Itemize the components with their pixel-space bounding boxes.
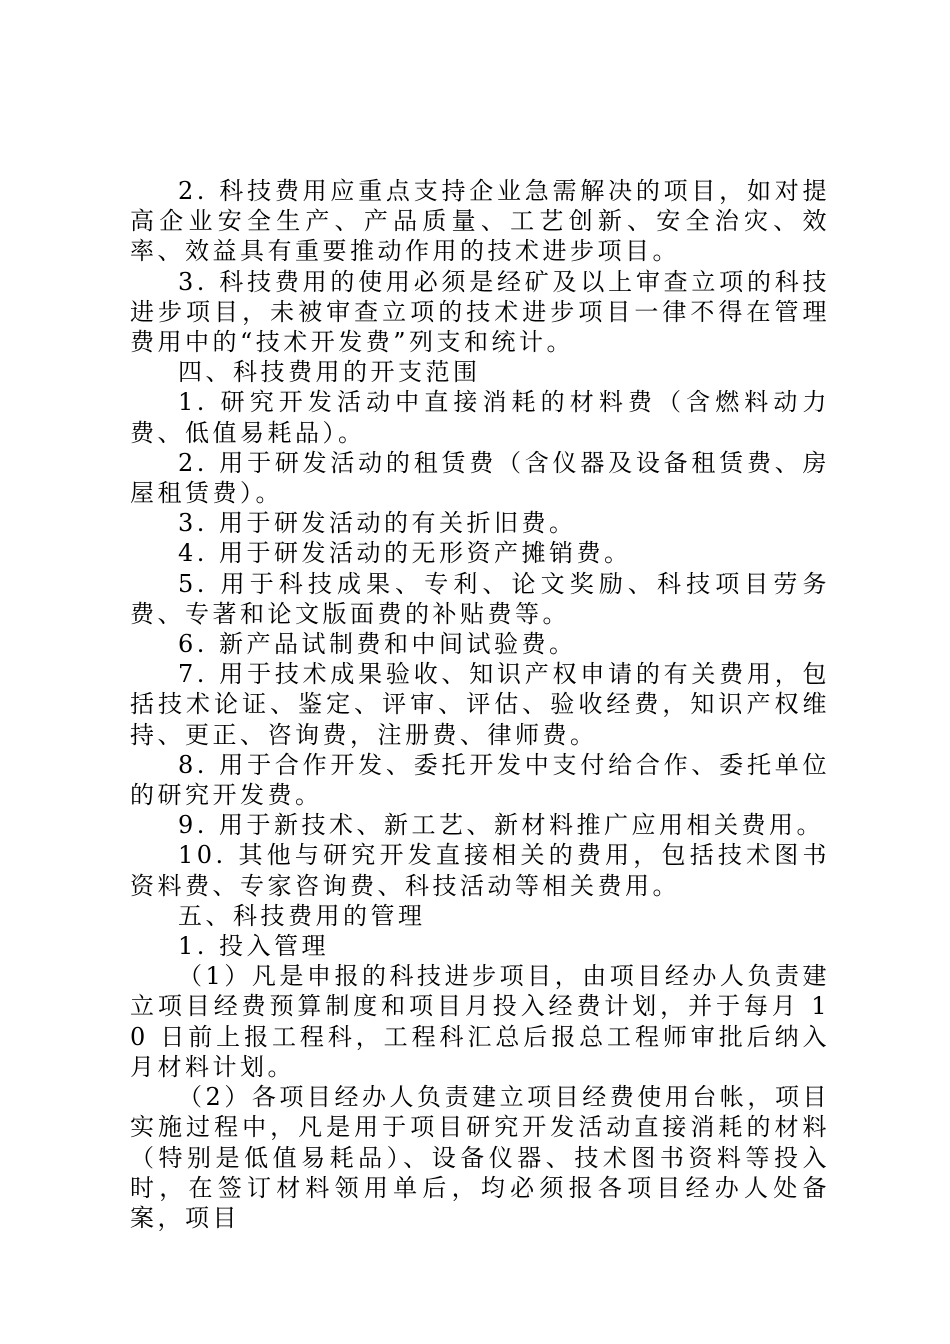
- list-item-expense-2: 2. 用于研发活动的租赁费（含仪器及设备租赁费、房屋租赁费）。: [130, 448, 830, 508]
- list-item-expense-8: 8. 用于合作开发、委托开发中支付给合作、委托单位的研究开发费。: [130, 750, 830, 810]
- list-item-expense-4: 4. 用于研发活动的无形资产摊销费。: [178, 539, 632, 568]
- document-body: [130, 176, 830, 1233]
- list-item-expense-6: 6. 新产品试制费和中间试验费。: [178, 630, 577, 659]
- list-item-expense-5: 5. 用于科技成果、专利、论文奖励、科技项目劳务费、专著和论文版面费的补贴费等。: [130, 569, 830, 628]
- paragraph-item-2: 2. 科技费用应重点支持企业急需解决的项目，如对提高企业安全生产、产品质量、工艺创新、安全治灾、效率、效益具有重要推动作用的技术进步项目。: [130, 177, 830, 266]
- list-item-expense-9: 9. 用于新技术、新工艺、新材料推广应用相关费用。: [178, 811, 825, 840]
- section-heading-5: 五、科技费用的管理: [178, 901, 426, 930]
- list-item-expense-3: 3. 用于研发活动的有关折旧费。: [178, 509, 577, 538]
- subsection-heading-investment: 1. 投入管理: [178, 932, 330, 961]
- paragraph-item-3: 3. 科技费用的使用必须是经矿及以上审查立项的科技进步项目，未被审查立项的技术进步项目一律不得在管理费用中的“技术开发费”列支和统计。: [130, 267, 830, 357]
- list-item-expense-7: 7. 用于技术成果验收、知识产权申请的有关费用，包括技术论证、鉴定、评审、评估、验收经费，知识产权维持、更正、咨询费，注册费、律师费。: [130, 660, 830, 749]
- list-item-expense-1: 1. 研究开发活动中直接消耗的材料费（含燃料动力费、低值易耗品）。: [130, 388, 830, 447]
- paragraph-investment-2: （2）各项目经办人负责建立项目经费使用台帐，项目实施过程中，凡是用于项目研究开发活动直接消耗的材料（特别是低值易耗品）、设备仪器、技术图书资料等投入时，在签订材料领用单后，均必须报各项目经办人处备案，项目: [130, 1083, 830, 1232]
- list-item-expense-10: 10. 其他与研究开发直接相关的费用，包括技术图书资料费、专家咨询费、科技活动等相关费用。: [130, 841, 830, 900]
- section-heading-4: 四、科技费用的开支范围: [178, 358, 481, 387]
- paragraph-investment-1: （1）凡是申报的科技进步项目，由项目经办人负责建立项目经费预算制度和项目月投入经费计划，并于每月 10 日前上报工程科，工程科汇总后报总工程师审批后纳入月材料计划。: [130, 962, 830, 1081]
